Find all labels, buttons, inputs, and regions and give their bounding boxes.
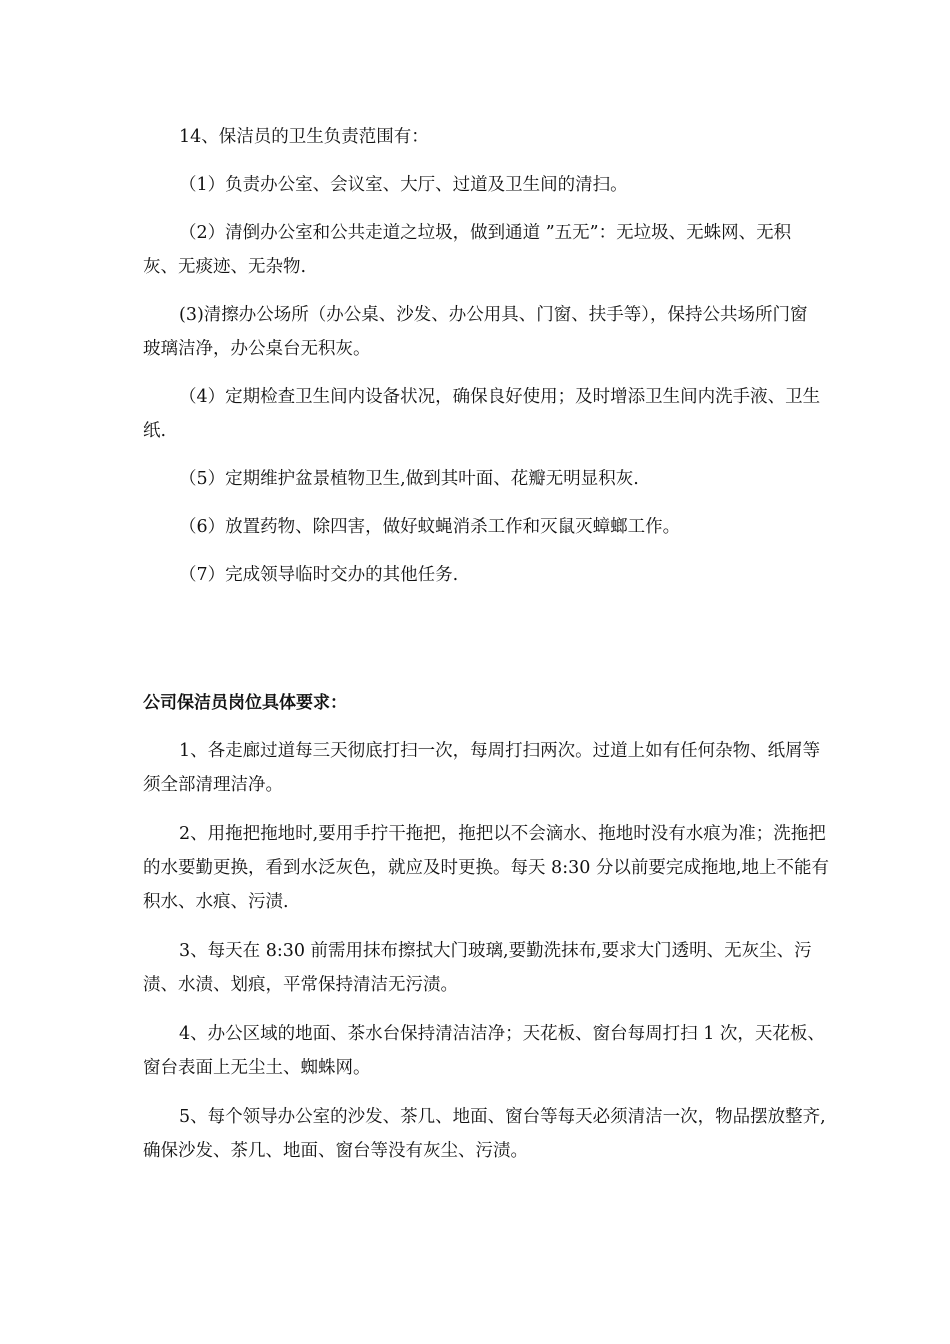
requirement-1: 1、各走廊过道每三天彻底打扫一次，每周打扫两次。过道上如有任何杂物、纸屑等须全部清理洁净。	[143, 741, 821, 795]
scope-item-7: （7）完成领导临时交办的其他任务.	[179, 565, 459, 585]
scope-item-3: (3)清擦办公场所（办公桌、沙发、办公用具、门窗、扶手等），保持公共场所门窗玻璃洁净，办公桌台无积灰。	[143, 305, 808, 359]
scope-item-5: （5）定期维护盆景植物卫生,做到其叶面、花瓣无明显积灰.	[179, 469, 639, 489]
requirement-5: 5、每个领导办公室的沙发、茶几、地面、窗台等每天必须清洁一次，物品摆放整齐,确保沙发、茶几、地面、窗台等没有灰尘、污渍。	[143, 1107, 826, 1161]
requirement-3: 3、每天在 8:30 前需用抹布擦拭大门玻璃,要勤洗抹布,要求大门透明、无灰尘、污渍、水渍、划痕，平常保持清洁无污渍。	[143, 941, 812, 995]
job-requirements-section	[143, 686, 833, 1168]
scope-item-4: （4）定期检查卫生间内设备状况，确保良好使用；及时增添卫生间内洗手液、卫生纸.	[143, 387, 821, 441]
requirement-4: 4、办公区域的地面、茶水台保持清洁洁净；天花板、窗台每周打扫 1 次，天花板、窗台表面上无尘土、蜘蛛网。	[143, 1024, 825, 1078]
requirement-2: 2、用拖把拖地时,要用手拧干拖把，拖把以不会滴水、拖地时没有水痕为准；洗拖把的水要勤更换，看到水泛灰色，就应及时更换。每天 8:30 分以前要完成拖地,地上不能有积水、水痕、污渍.	[143, 824, 829, 912]
requirements-heading: 公司保洁员岗位具体要求：	[143, 693, 347, 713]
scope-item-2: （2）清倒办公室和公共走道之垃圾，做到通道 ”五无”：无垃圾、无蛛网、无积灰、无痰迹、无杂物.	[143, 223, 792, 277]
scope-item-6: （6）放置药物、除四害，做好蚊蝇消杀工作和灭鼠灭蟑螂工作。	[179, 517, 681, 537]
scope-intro: 14、保洁员的卫生负责范围有：	[179, 127, 429, 147]
scope-item-1: （1）负责办公室、会议室、大厅、过道及卫生间的清扫。	[179, 175, 628, 195]
cleaning-scope-section	[143, 120, 823, 592]
